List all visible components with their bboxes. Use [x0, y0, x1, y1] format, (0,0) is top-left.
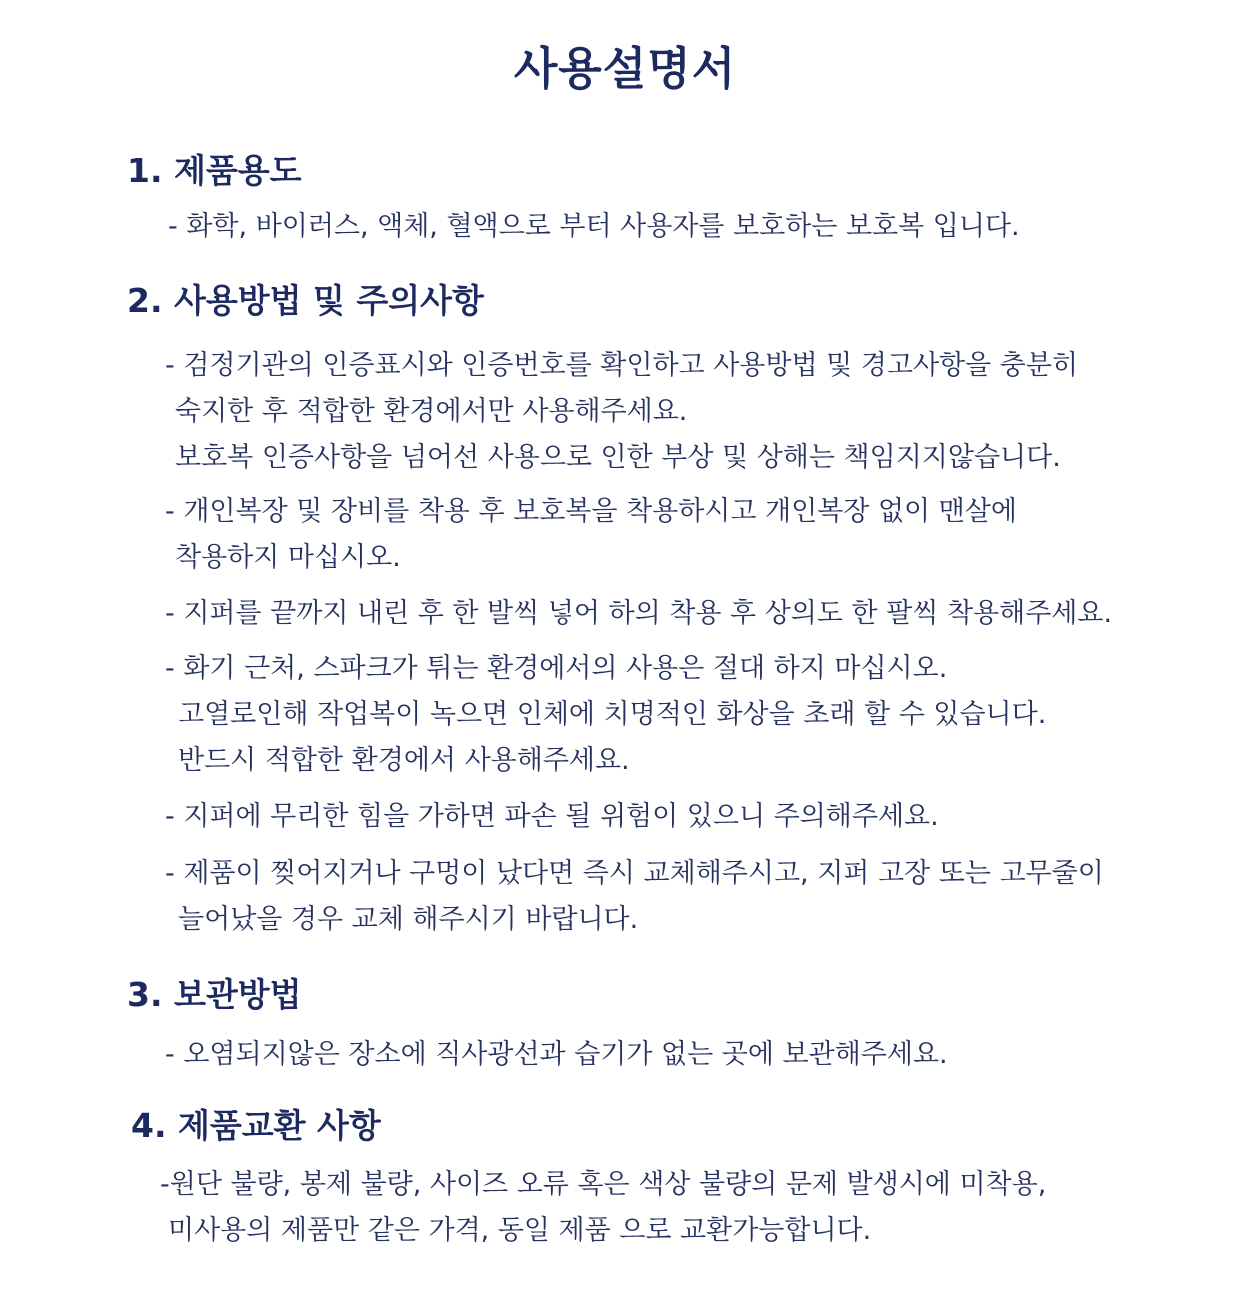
section-2-item-4-line-2: 고열로인해 작업복이 녹으면 인체에 치명적인 화상을 초래 할 수 있습니다. [178, 699, 1047, 730]
section-2-heading: 2. 사용방법 및 주의사항 [127, 281, 484, 320]
section-2-item-5-line-1: - 지퍼에 무리한 힘을 가하면 파손 될 위험이 있으니 주의해주세요. [165, 801, 939, 832]
section-2-item-1-line-3: 보호복 인증사항을 넘어선 사용으로 인한 부상 및 상해는 책임지지않습니다. [175, 442, 1061, 473]
page-title: 사용설명서 [513, 42, 737, 95]
section-2-item-6-line-1: - 제품이 찢어지거나 구멍이 났다면 즉시 교체해주시고, 지퍼 고장 또는 고무줄이 [165, 858, 1104, 889]
section-1-heading: 1. 제품용도 [127, 151, 302, 190]
section-2-item-3-line-1: - 지퍼를 끝까지 내린 후 한 발씩 넣어 하의 착용 후 상의도 한 팔씩 착용해주세요. [165, 598, 1113, 629]
section-3-heading: 3. 보관방법 [127, 975, 302, 1014]
section-2-item-2-line-2: 착용하지 마십시오. [175, 542, 401, 573]
section-2-item-4-line-3: 반드시 적합한 환경에서 사용해주세요. [178, 745, 630, 776]
section-2-item-2-line-1: - 개인복장 및 장비를 착용 후 보호복을 착용하시고 개인복장 없이 맨살에 [165, 496, 1017, 527]
section-2-item-1-line-2: 숙지한 후 적합한 환경에서만 사용해주세요. [175, 396, 688, 427]
section-4-heading: 4. 제품교환 사항 [131, 1106, 381, 1145]
section-2-item-1-line-1: - 검정기관의 인증표시와 인증번호를 확인하고 사용방법 및 경고사항을 충분히 [165, 350, 1079, 381]
section-1-line-1: - 화학, 바이러스, 액체, 혈액으로 부터 사용자를 보호하는 보호복 입니다. [168, 211, 1020, 242]
section-2-item-6-line-2: 늘어났을 경우 교체 해주시기 바랍니다. [178, 904, 639, 935]
section-3-line-1: - 오염되지않은 장소에 직사광선과 습기가 없는 곳에 보관해주세요. [165, 1039, 948, 1070]
section-4-line-1: -원단 불량, 봉제 불량, 사이즈 오류 혹은 색상 불량의 문제 발생시에 미착용, [160, 1169, 1047, 1200]
section-4-line-2: 미사용의 제품만 같은 가격, 동일 제품 으로 교환가능합니다. [168, 1215, 872, 1246]
section-2-item-4-line-1: - 화기 근처, 스파크가 튀는 환경에서의 사용은 절대 하지 마십시오. [165, 653, 948, 684]
